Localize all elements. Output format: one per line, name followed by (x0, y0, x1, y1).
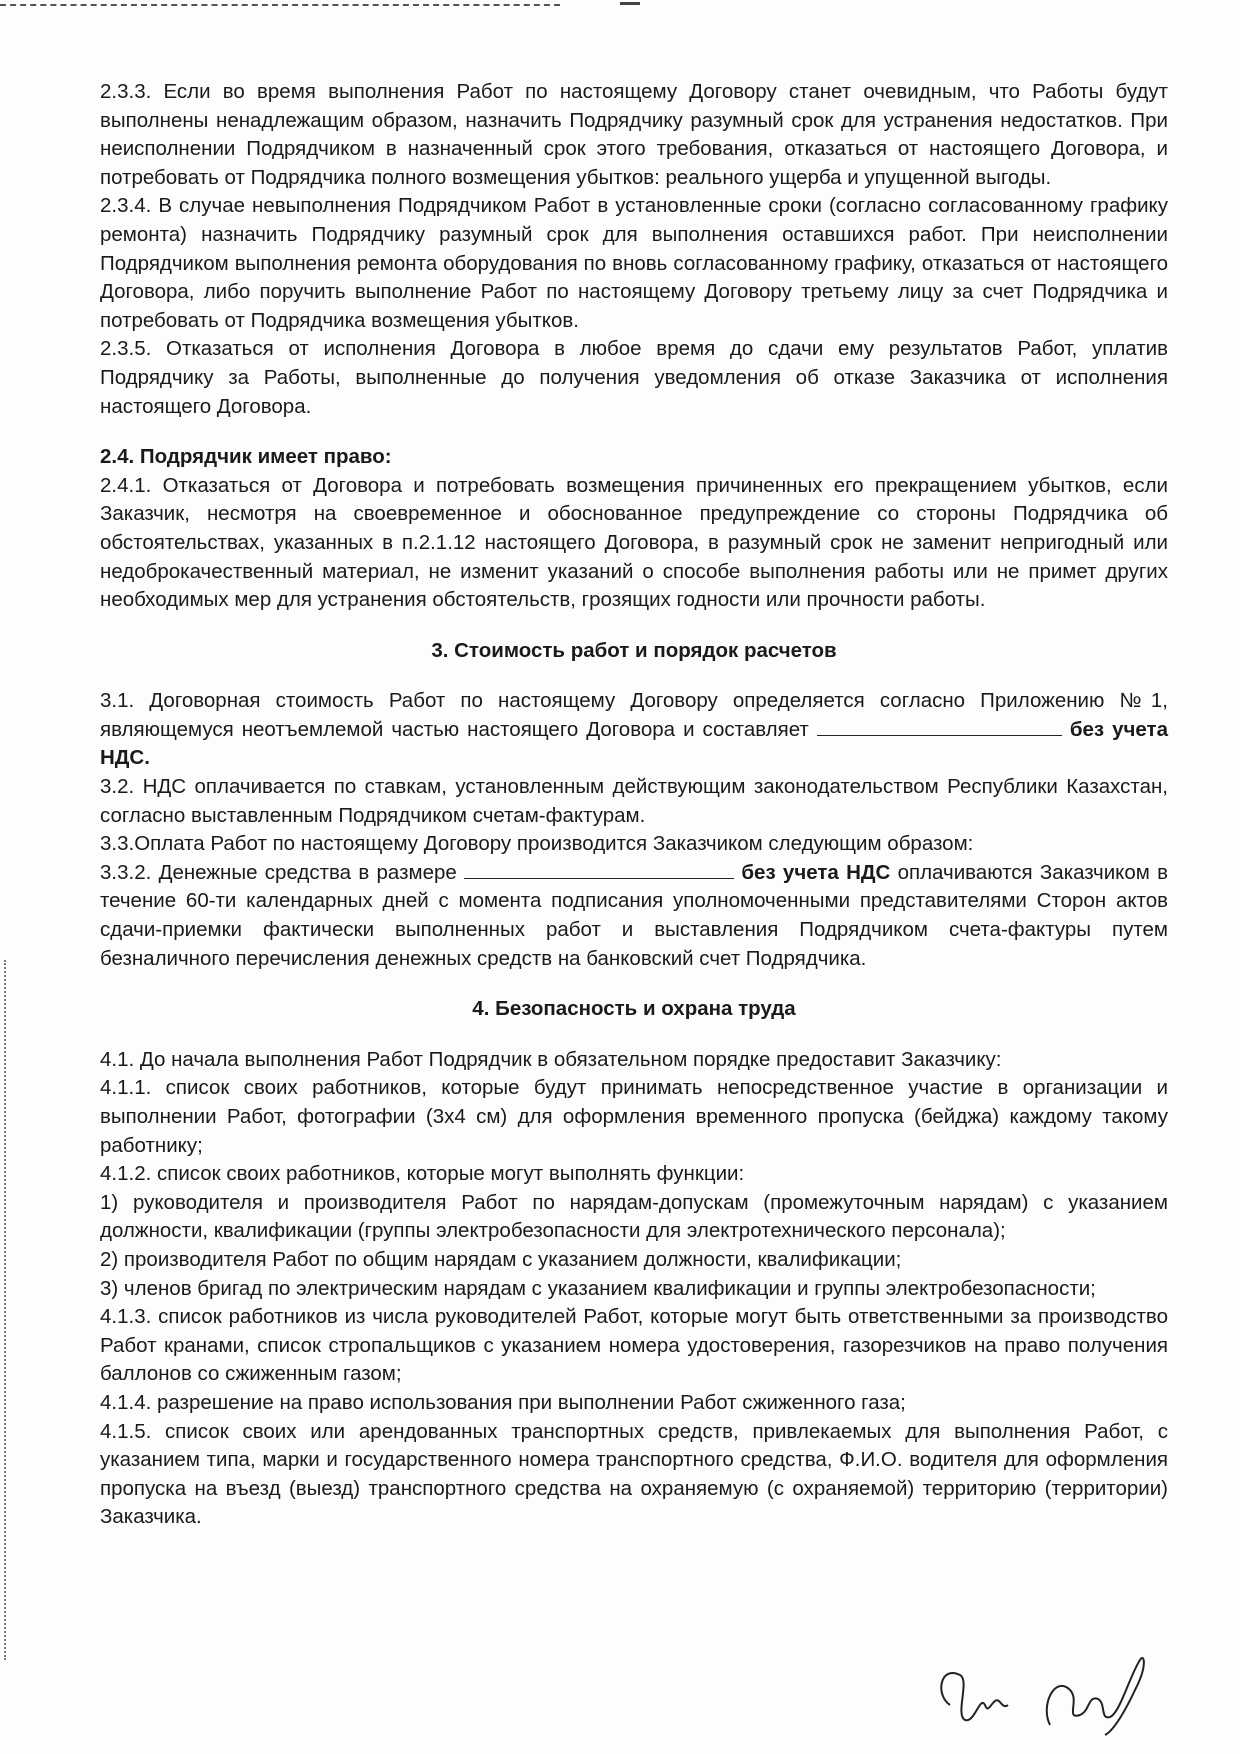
paragraph-3-3-2-end: оплачиваются Заказчиком в течение 60-ти календарных дней с момента подписания уполномоченными представителями Сторон актов сдачи-приемки фактически выполненных работ и выставления Подрядчиком счета-фактуры путем безналичного перечисления денежных средств на банковский счет Подрядчика. (100, 860, 1169, 970)
paragraph-2-4-1: 2.4.1. Отказаться от Договора и потребовать возмещения причиненных его прекращением убытков, если Заказчик, несмотря на своевременное и обоснованное предупреждение со стороны Подрядчика об обстоятельствах, указанных в п.2.1.12 настоящего Договора, в разумный срок не заменит непригодный или недоброкачественный материал, не изменит указаний о способе выполнения работы или не примет других необходимых мер для устранения обстоятельств, грозящих годности или прочности работы. (100, 473, 1168, 612)
paragraph-3-3-2-start: 3.3.2. Денежные средства в размере (100, 860, 457, 884)
amount-blank-line (817, 717, 1062, 736)
paragraph-2-3-4: 2.3.4. В случае невыполнения Подрядчиком Работ в установленные сроки (согласно согласованному графику ремонта) назначить Подрядчику разумный срок для выполнения оставшихся работ. При неисполнении Подрядчиком выполнения ремонта оборудования по вновь согласованному графику, отказаться от настоящего Договора, либо поручить выполнение Работ по настоящему Договору третьему лицу за счет Подрядчика и потребовать от Подрядчика возмещения убытков. (100, 194, 1168, 332)
paragraph-4-1-2: 4.1.2. список своих работников, которые могут выполнять функции: (100, 1162, 745, 1186)
section-3-heading: 3. Стоимость работ и порядок расчетов (431, 638, 837, 662)
paragraph-3-3-2 (100, 859, 1168, 973)
paragraph-3-1-text: 3.1. Договорная стоимость Работ по настоящему Договору определяется согласно Приложению №1, являющемуся неотъемлемой частью настоящего Договора и составляет (100, 689, 1168, 741)
list-item-3: 3) членов бригад по электрическим нарядам с указанием квалификации и группы электробезопасности; (100, 1276, 1096, 1300)
paragraph-2-3-5: 2.3.5. Отказаться от исполнения Договора в любое время до сдачи ему результатов Работ, уплатив Подрядчику за Работы, выполненные до получения уведомления об отказе Заказчика от исполнения настоящего Договора. (100, 337, 1168, 418)
paragraph-3-1 (100, 687, 1168, 773)
paragraph-3-1-vat-note: без учета НДС. (100, 717, 1168, 770)
scan-edge-mark (0, 4, 560, 6)
list-item-2: 2) производителя Работ по общим нарядам с указанием должности, квалификации; (100, 1247, 902, 1271)
paragraph-4-1-5: 4.1.5. список своих или арендованных транспортных средств, привлекаемых для выполнения Работ, с указанием типа, марки и государственного номера транспортного средства, Ф.И.О. водителя для оформления пропуска на въезд (выезд) транспортного средства на охраняемую (с охраняемой) территорию (территории) Заказчика. (100, 1419, 1168, 1529)
paragraph-3-3: 3.3.Оплата Работ по настоящему Договору производится Заказчиком следующим образом: (100, 832, 974, 856)
paragraph-4-1-4: 4.1.4. разрешение на право использования при выполнении Работ сжиженного газа; (100, 1390, 906, 1414)
scan-margin-marks (4, 960, 10, 1660)
paragraph-2-3-3: 2.3.3. Если во время выполнения Работ по настоящему Договору станет очевидным, что Работы будут выполнены ненадлежащим образом, назначить Подрядчику разумный срок для устранения недостатков. При неисполнении Подрядчиком в назначенный срок этого требования, отказаться от настоящего Договора, и потребовать от Подрядчика полного возмещения убытков: реального ущерба и упущенной выгоды. (100, 80, 1168, 189)
handwritten-signatures-icon (930, 1635, 1170, 1745)
amount-blank-line (464, 860, 734, 879)
section-4-heading: 4. Безопасность и охрана труда (472, 997, 796, 1021)
paragraph-3-3-2-vat-note: без учета НДС (741, 860, 891, 884)
document-body (100, 78, 1168, 1532)
paragraph-3-2: 3.2. НДС оплачивается по ставкам, установленным действующим законодательством Республики Казахстан, согласно выставленным Подрядчиком счетам-фактурам. (100, 775, 1168, 827)
section-2-4-heading: 2.4. Подрядчик имеет право: (100, 445, 392, 469)
scan-edge-mark (620, 2, 640, 5)
paragraph-4-1-1: 4.1.1. список своих работников, которые будут принимать непосредственное участие в организации и выполнении Работ, фотографии (3х4 см) для оформления временного пропуска (бейджа) каждому такому работнику; (100, 1076, 1168, 1157)
paragraph-4-1: 4.1. До начала выполнения Работ Подрядчик в обязательном порядке предоставит Заказчику: (100, 1047, 1002, 1071)
paragraph-4-1-3: 4.1.3. список работников из числа руководителей Работ, которые могут быть ответственными за производство Работ кранами, список стропальщиков с указанием номера удостоверения, газорезчиков на право получения баллонов со сжиженным газом; (100, 1305, 1168, 1386)
list-item-1: 1) руководителя и производителя Работ по нарядам-допускам (промежуточным нарядам) с указанием должности, квалификации (группы электробезопасности для электротехнического персонала); (100, 1190, 1168, 1243)
